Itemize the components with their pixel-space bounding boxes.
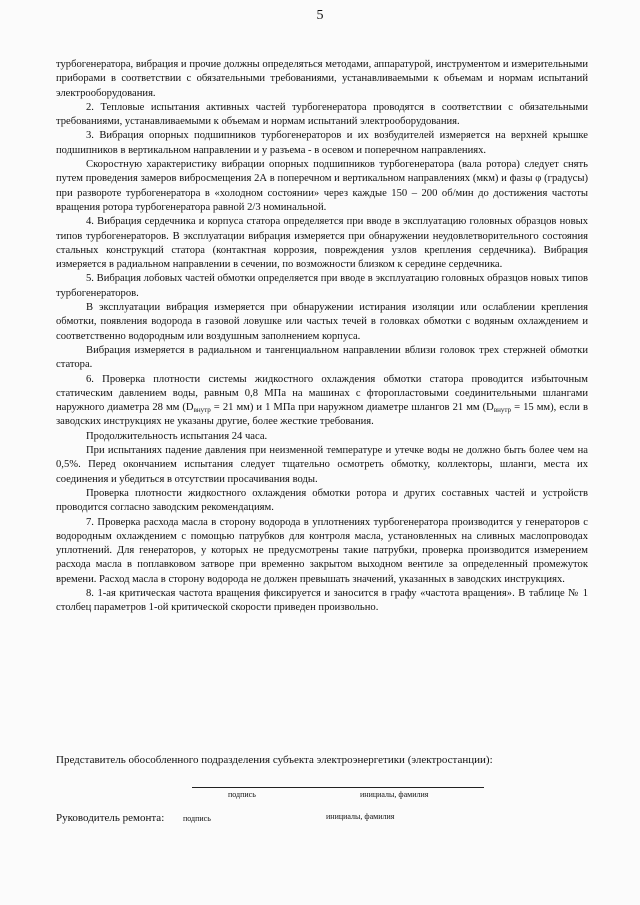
paragraph-8: 8. 1-ая критическая частота вращения фиксируется и заносится в графу «частота вращения». В таблице № 1 столбец параметров 1-ой критической скорости приведен произвольно. — [56, 587, 588, 614]
paragraph-5-measurement: Вибрация измеряется в радиальном и тангенциальном направлении вблизи головок трех стержней обмотки статора. — [56, 344, 588, 371]
paragraph-rotor-cooling: Проверка плотности жидкостного охлаждения обмотки ротора и других составных частей и устройств проводится согласно заводским рекомендациям. — [56, 487, 588, 514]
paragraph-5-operation: В эксплуатации вибрация измеряется при обнаружении истирания изоляции или ослаблении крепления обмотки, появления водорода в газовой ловушке или частых течей в головках обмотки с водяным охлаждением и соответственно водородным или воздушным заполнением корпуса. — [56, 302, 588, 342]
paragraph-2: 2. Тепловые испытания активных частей турбогенератора проводятся в соответствии с обязательными требованиями, устанавливаемыми к объемам и нормам испытаний электрооборудования. — [56, 101, 588, 128]
paragraph-5: 5. Вибрация лобовых частей обмотки определяется при вводе в эксплуатацию головных образцов новых типов турбогенераторов. — [56, 273, 588, 299]
repair-signature-caption: подпись — [183, 814, 211, 823]
signature-caption: подпись — [228, 790, 256, 799]
signature-line — [192, 787, 484, 788]
paragraph-pressure-drop: При испытаниях падение давления при неизменной температуре и утечке воды не должно быть более чем на 0,5%. Перед окончанием испытания следует тщательно осмотреть обмотку, коллекторы, шланги, места их соединения и убедиться в отсутствии просачивания воды. — [56, 445, 588, 485]
paragraph-duration: Продолжительность испытания 24 часа. — [86, 430, 268, 442]
paragraph-7: 7. Проверка расхода масла в сторону водорода в уплотнениях турбогенератора производится у генераторов с водородным охлаждением с помощью патрубков для контроля масла, установленных на сливных маслопроводах уплотнений. Для генераторов, у которых не предусмотрены такие патрубки, проверка производится измерением расхода масла в поплавковом затворе при временно закрытом выходном вентиле за определенный промежуток времени. Расход масла в сторону водорода не должен превышать значений, указанных в заводских инструкциях. — [56, 516, 588, 585]
page-number: 5 — [316, 8, 324, 23]
initials-caption: инициалы, фамилия — [360, 790, 429, 799]
document-body — [56, 58, 588, 616]
paragraph-6: 6. Проверка плотности системы жидкостного охлаждения обмотки статора проводится избыточным статическим давлением воды, равным 0,8 МПа на машинах с фторопластовыми соединительными шлангами наружного диаметра 28 мм ($D_{внутр} = 21$ мм) и 1 МПа при наружном диаметре шлангов 21 мм ($D_{внутр} = 15$ мм), если в заводских инструкциях не указаны другие, более жесткие требования. — [56, 373, 588, 428]
paragraph-continuation: турбогенератора, вибрация и прочие должны определяться методами, аппаратурой, инструментом и измерительными приборами в соответствии с обязательными требованиями, устанавливаемыми к объемам и нормам испытаний электрооборудования. — [56, 59, 588, 99]
repair-initials-caption: инициалы, фамилия — [326, 812, 395, 821]
repair-head-label: Руководитель ремонта: — [56, 812, 165, 824]
paragraph-4: 4. Вибрация сердечника и корпуса статора определяется при вводе в эксплуатацию головных образцов новых типов турбогенераторов. В эксплуатации вибрация измеряется при обнаружении неудовлетворительного состояния стальных конструкций статора (контактная коррозия, повреждения узлов крепления сердечника). Вибрация измеряется в радиальном направлении в сечении, по возможности близком к середине сердечника. — [56, 216, 588, 271]
paragraph-speed-characteristic: Скоростную характеристику вибрации опорных подшипников турбогенератора (вала ротора) следует снять путем проведения замеров вибросмещения 2А в поперечном и вертикальном направлениях (мкм) и фазы φ (градусы) при развороте турбогенератора в «холодном состоянии» через каждые 150 – 200 об/мин до достижения частоты вращения ротора турбогенератора равной 2/3 номинальной. — [56, 159, 588, 213]
representative-label: Представитель обособленного подразделения субъекта электроэнергетики (электростанции): — [56, 754, 493, 766]
paragraph-3: 3. Вибрация опорных подшипников турбогенераторов и их возбудителей измеряется на верхней крышке подшипников в вертикальном направлении и у разъема - в осевом и поперечном направлениях. — [56, 130, 588, 156]
